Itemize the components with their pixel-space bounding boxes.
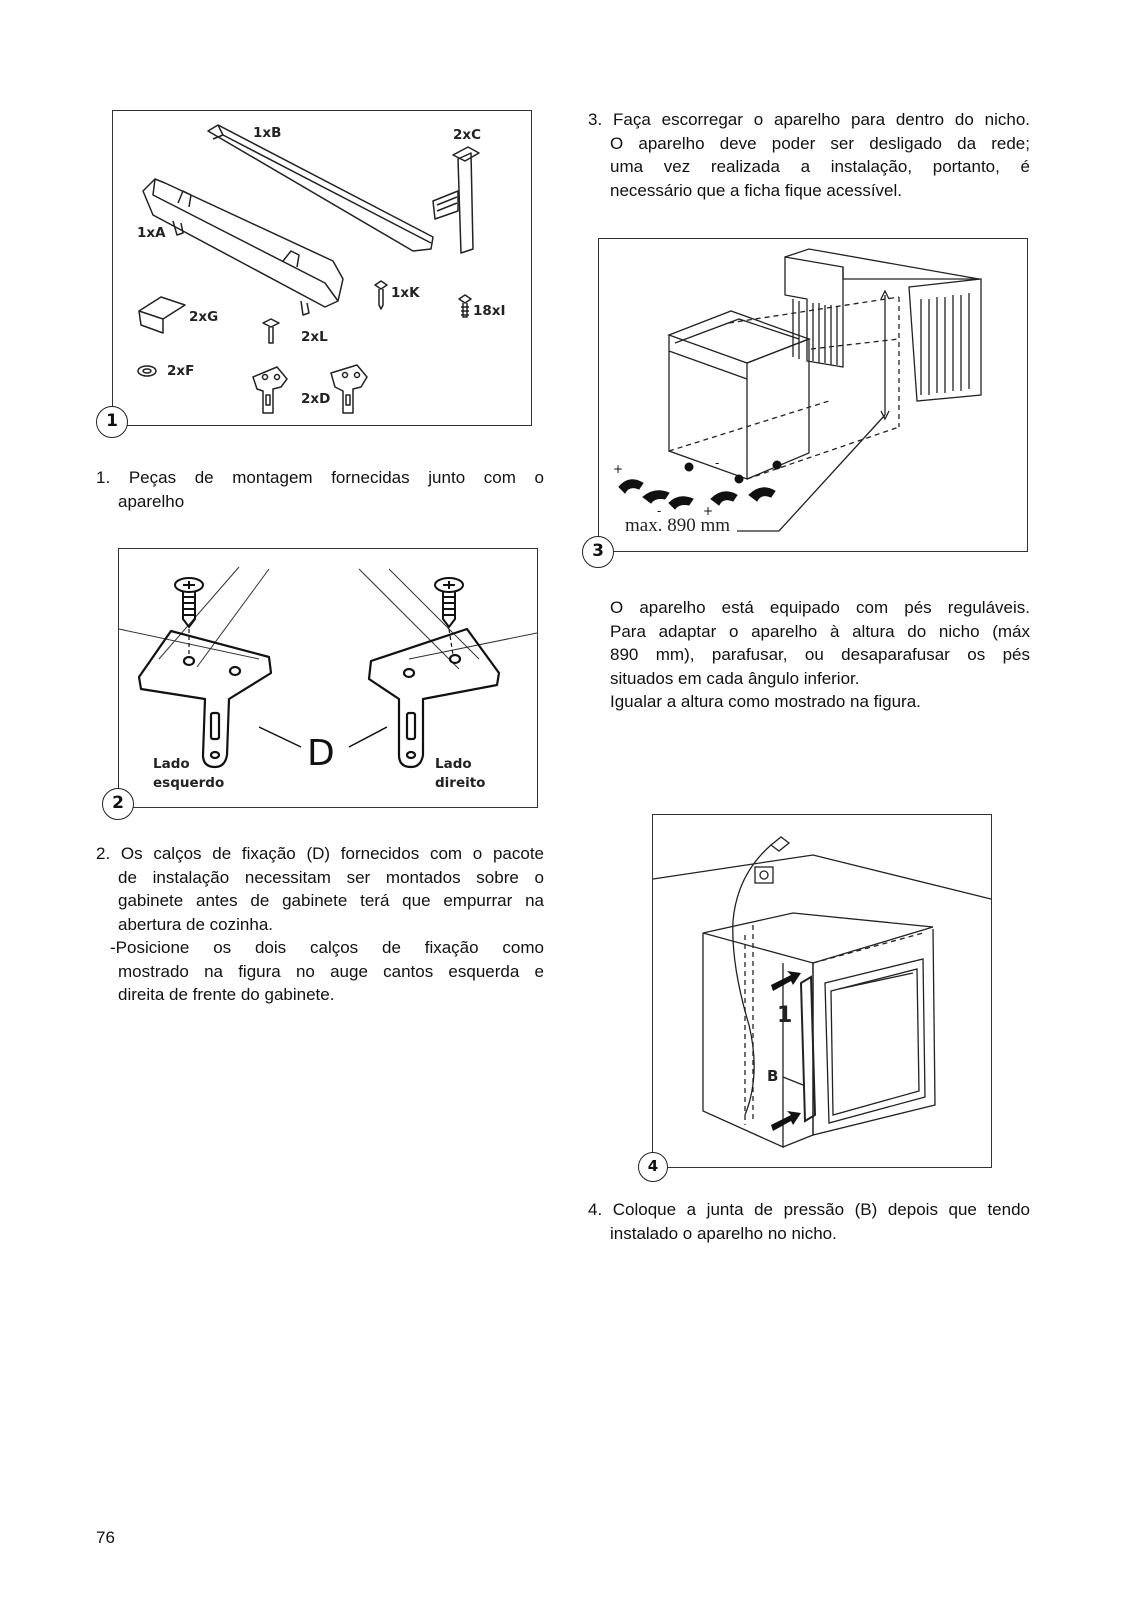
figure-number-badge: 3 [582, 536, 614, 568]
caption-2-line-7: direita de frente do gabinete. [118, 985, 335, 1004]
appliance-in-niche-illustration [599, 239, 1027, 551]
figure-1 [112, 110, 532, 426]
left-side-label-line2: esquerdo [153, 775, 225, 791]
right-side-label-line2: direito [435, 775, 486, 791]
left-side-label-line1: Lado [153, 756, 190, 772]
part-label-2xl: 2xL [301, 329, 328, 345]
bracket-letter-d: D [307, 733, 335, 774]
step-number-1: 1 [777, 1003, 793, 1028]
caption-1-line-1: 1. Peças de montagem fornecidas junto com o [96, 468, 544, 487]
caption-4 [588, 1198, 1030, 1245]
caption-1 [96, 466, 544, 513]
caption-2-line-2: de instalação necessitam ser montados sobre o [118, 867, 544, 887]
part-label-1xk: 1xK [391, 285, 420, 301]
part-label-2xg: 2xG [189, 309, 219, 325]
caption-2-line-6: mostrado na figura no auge cantos esquerda e [118, 961, 544, 981]
caption-3 [588, 108, 1030, 202]
part-label-2xc: 2xC [453, 127, 482, 143]
part-label-1xa: 1xA [137, 225, 166, 241]
caption-2-line-4: abertura de cozinha. [118, 914, 273, 934]
left-side-label [153, 755, 224, 793]
figure-number-badge: 4 [638, 1152, 668, 1182]
part-label-2xd: 2xD [301, 391, 331, 407]
figure-3 [598, 238, 1028, 552]
pressure-seal-illustration [653, 815, 991, 1167]
caption-2-line-1: 2. Os calços de fixação (D) fornecidos com o pacote [96, 844, 544, 863]
figure-number-badge: 1 [96, 406, 128, 438]
caption-3-line-2: O aparelho deve poder ser desligado da rede; [610, 133, 1030, 153]
caption-2-line-5: -Posicione os dois calços de fixação como [110, 938, 544, 957]
svg-text:+: + [703, 504, 714, 518]
part-label-1xb: 1xB [253, 125, 282, 141]
caption-2 [96, 842, 544, 1007]
paragraph-line-1: O aparelho está equipado com pés reguláveis. [610, 598, 1030, 617]
paragraph-line-5: Igualar a altura como mostrado na figura. [610, 692, 921, 711]
max-height-label: max. 890 mm [625, 515, 731, 536]
caption-2-line-3: gabinete antes de gabinete terá que empurrar na [118, 891, 544, 910]
caption-4-line-2: instalado o aparelho no nicho. [610, 1223, 837, 1243]
caption-3-line-3: uma vez realizada a instalação, portanto, é [610, 157, 1030, 176]
caption-4-line-1: 4. Coloque a junta de pressão (B) depois que tendo [588, 1200, 1030, 1219]
paragraph-line-4: situados em cada ângulo inferior. [610, 668, 860, 688]
right-side-label [435, 755, 485, 793]
paragraph-line-2: Para adaptar o aparelho à altura do nicho (máx [610, 621, 1030, 641]
figure-number-badge: 2 [102, 788, 134, 820]
svg-text:-: - [715, 456, 720, 470]
part-label-18xi: 18xI [473, 303, 506, 319]
svg-text:+: + [613, 462, 624, 476]
paragraph-line-3: 890 mm), parafusar, ou desaparafusar os pés [610, 645, 1030, 664]
seal-label-b: B [767, 1067, 779, 1085]
caption-3-line-1: 3. Faça escorregar o aparelho para dentro do nicho. [588, 110, 1030, 129]
figure-2 [118, 548, 538, 808]
right-side-label-line1: Lado [435, 756, 472, 772]
page-number: 76 [96, 1528, 115, 1547]
caption-1-line-2: aparelho [118, 491, 185, 511]
adjustable-feet-paragraph [610, 596, 1030, 714]
part-label-2xf: 2xF [167, 363, 195, 379]
figure-4 [652, 814, 992, 1168]
svg-text:-: - [657, 504, 662, 518]
caption-3-line-4: necessário que a ficha fique acessível. [610, 180, 903, 200]
